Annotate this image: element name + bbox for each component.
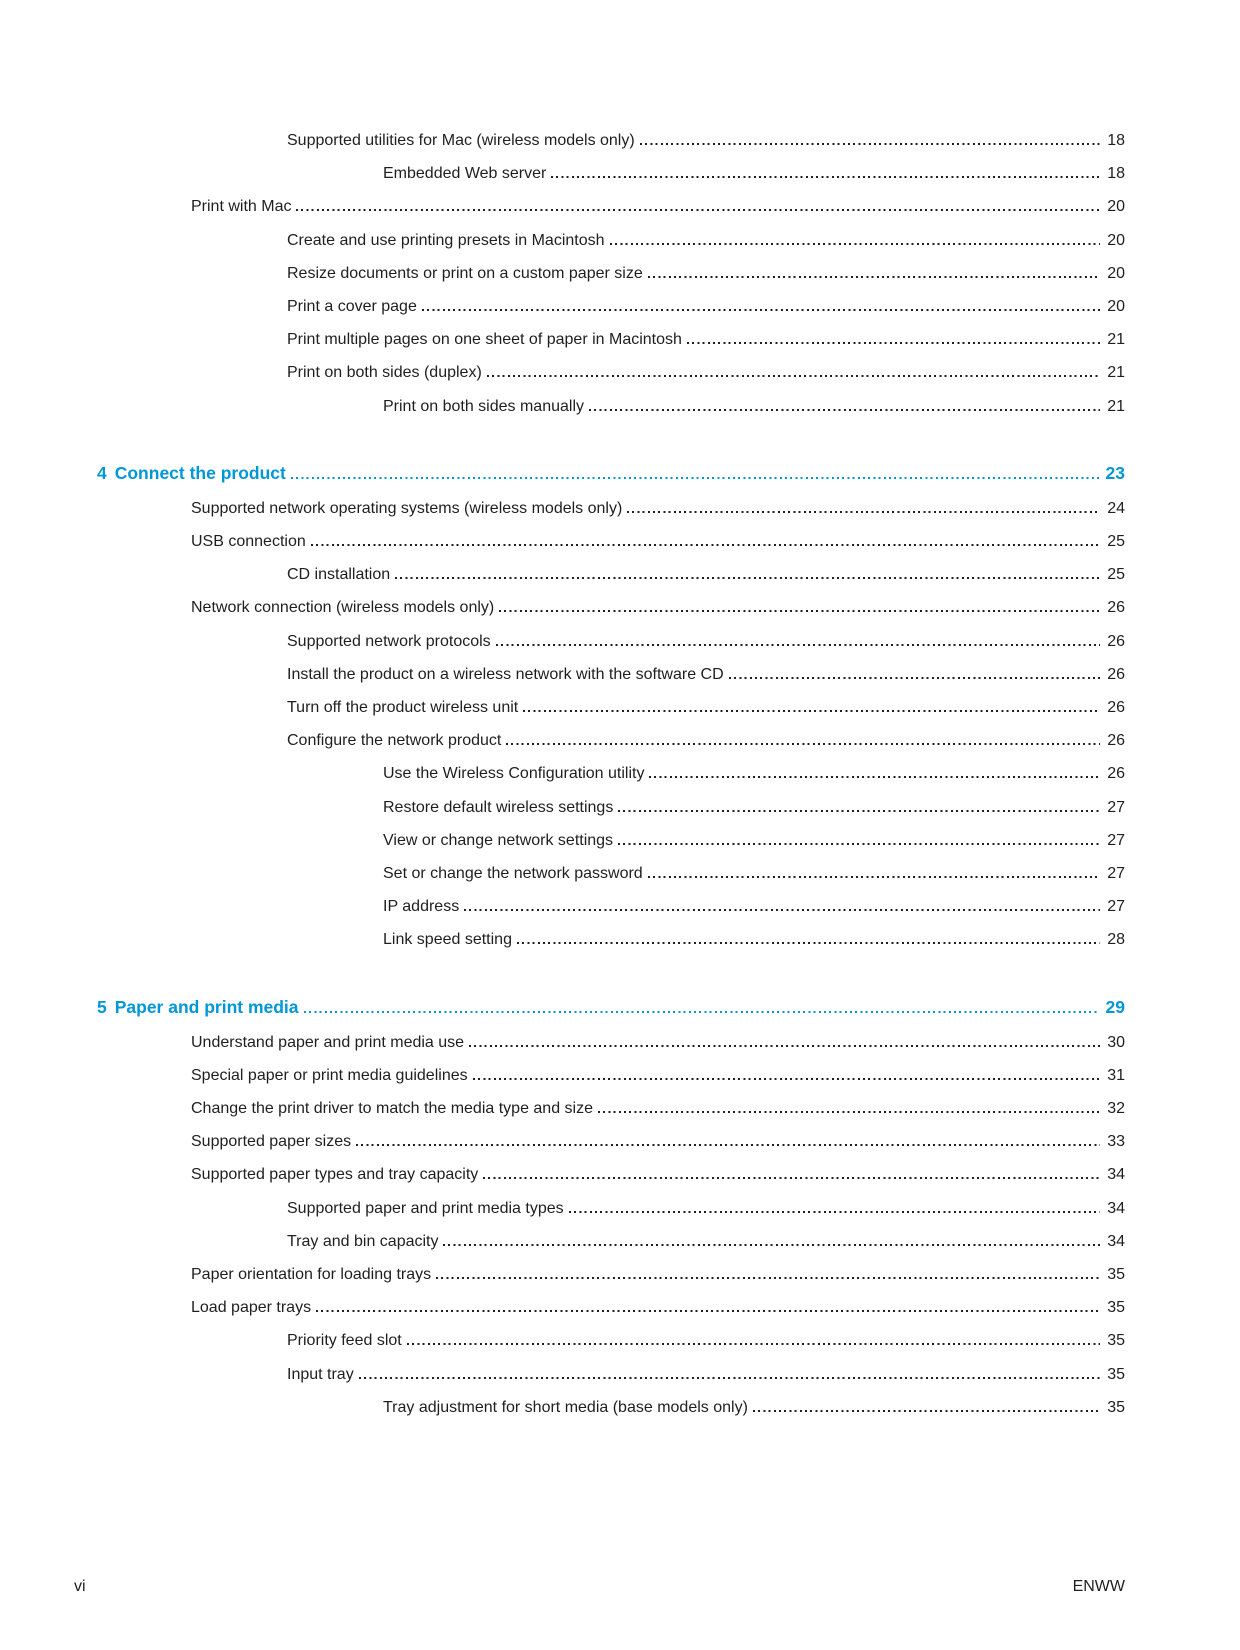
toc-page-number: 24: [1107, 499, 1125, 517]
toc-entry-row[interactable]: [97, 492, 1125, 525]
toc-entry-label: CD installation: [287, 566, 391, 584]
toc-entry-row[interactable]: [97, 923, 1125, 956]
dot-leader: [687, 342, 1100, 344]
toc-entry-row[interactable]: [97, 1291, 1125, 1324]
toc-page-number: 21: [1107, 397, 1125, 415]
dot-leader: [589, 409, 1100, 411]
toc-entry-label: Resize documents or print on a custom paper size: [287, 264, 643, 282]
toc-page-number: 27: [1107, 831, 1125, 849]
dot-leader: [356, 1144, 1100, 1146]
toc-page-number: 26: [1107, 665, 1125, 683]
dot-leader: [296, 209, 1100, 211]
toc-page-number: 35: [1107, 1365, 1125, 1383]
toc-page-number: 34: [1107, 1166, 1125, 1184]
toc-entry-row[interactable]: [97, 323, 1125, 356]
footer-region-label: ENWW: [1072, 1578, 1125, 1595]
toc-page-number: 20: [1107, 231, 1125, 249]
toc-entry-label: Supported network protocols: [287, 632, 491, 650]
toc-entry-row[interactable]: [97, 1158, 1125, 1191]
dot-leader: [648, 876, 1101, 878]
dot-leader: [483, 1177, 1100, 1179]
toc-entry-label: Tray and bin capacity: [287, 1232, 439, 1250]
toc-entry-label: Print on both sides (duplex): [287, 364, 482, 382]
toc-entry-row[interactable]: [97, 1358, 1125, 1391]
dot-leader: [753, 1410, 1100, 1412]
dot-leader: [627, 511, 1100, 513]
toc-page-number: 26: [1107, 765, 1125, 783]
toc-page-number: 34: [1107, 1199, 1125, 1217]
table-of-contents: [97, 124, 1125, 1424]
dot-leader: [523, 710, 1100, 712]
dot-leader: [291, 477, 1099, 479]
dot-leader: [551, 176, 1100, 178]
toc-entry-label: Tray adjustment for short media (base models only): [383, 1398, 748, 1416]
toc-page-number: 27: [1107, 798, 1125, 816]
toc-entry-row[interactable]: [97, 658, 1125, 691]
toc-entry-label: Supported network operating systems (wireless models only): [191, 499, 623, 517]
toc-page-number: 21: [1107, 331, 1125, 349]
toc-entry-row[interactable]: [97, 1225, 1125, 1258]
dot-leader: [496, 644, 1101, 646]
toc-entry-row[interactable]: [97, 157, 1125, 190]
dot-leader: [464, 909, 1100, 911]
toc-entry-label: Turn off the product wireless unit: [287, 699, 519, 716]
toc-page-number: 23: [1105, 462, 1125, 483]
toc-page-number: 35: [1107, 1299, 1125, 1317]
dot-leader: [598, 1111, 1100, 1113]
dot-leader: [499, 610, 1100, 612]
toc-chapter-number: 5: [97, 996, 107, 1017]
toc-entry-row[interactable]: [97, 724, 1125, 757]
toc-entry-row[interactable]: [97, 356, 1125, 389]
toc-entry-label: Link speed setting: [383, 931, 512, 949]
dot-leader: [618, 810, 1100, 812]
dot-leader: [640, 143, 1101, 145]
toc-page-number: 20: [1107, 198, 1125, 216]
toc-entry-label: Print a cover page: [287, 297, 417, 315]
toc-page-number: 18: [1107, 165, 1125, 183]
page-footer: [74, 1577, 1125, 1597]
toc-entry-row[interactable]: [97, 558, 1125, 591]
toc-entry-label: Priority feed slot: [287, 1332, 402, 1350]
toc-entry-row[interactable]: [97, 857, 1125, 890]
toc-entry-row[interactable]: [97, 290, 1125, 323]
dot-leader: [610, 243, 1101, 245]
toc-page-number: 18: [1107, 132, 1125, 149]
toc-page-number: 26: [1107, 599, 1125, 617]
toc-page-number: 26: [1107, 732, 1125, 750]
toc-entry-label: Supported paper and print media types: [287, 1199, 564, 1217]
dot-leader: [569, 1211, 1101, 1213]
toc-entry-label: Install the product on a wireless network with the software CD: [287, 665, 724, 683]
toc-entry-row[interactable]: [97, 691, 1125, 724]
footer-page-label: vi: [74, 1578, 86, 1595]
toc-entry-label: Print with Mac: [191, 198, 292, 216]
toc-entry-row[interactable]: [97, 1258, 1125, 1291]
toc-entry-label: Paper orientation for loading trays: [191, 1266, 432, 1283]
dot-leader: [648, 276, 1100, 278]
toc-page-number: 35: [1107, 1398, 1125, 1416]
toc-entry-row[interactable]: [97, 1059, 1125, 1092]
toc-entry-row[interactable]: [97, 257, 1125, 290]
toc-entry-row[interactable]: [97, 124, 1125, 157]
toc-page-number: 25: [1107, 566, 1125, 584]
toc-page-number: 20: [1107, 297, 1125, 315]
toc-entry-label: Change the print driver to match the media type and size: [191, 1100, 593, 1118]
toc-page-number: 34: [1107, 1232, 1125, 1250]
toc-entry-row[interactable]: [97, 791, 1125, 824]
toc-page-number: 28: [1107, 931, 1125, 949]
toc-page-number: 21: [1107, 364, 1125, 382]
dot-leader: [359, 1377, 1101, 1379]
dot-leader: [304, 1011, 1099, 1013]
toc-entry-row[interactable]: [97, 1391, 1125, 1424]
toc-page-number: 35: [1107, 1266, 1125, 1283]
toc-page-number: 26: [1107, 699, 1125, 716]
toc-entry-label: Configure the network product: [287, 732, 502, 750]
toc-chapter-number: 4: [97, 462, 107, 483]
toc-page-number: 31: [1107, 1066, 1125, 1084]
dot-leader: [443, 1244, 1100, 1246]
toc-entry-label: IP address: [383, 898, 460, 916]
dot-leader: [649, 776, 1100, 778]
toc-entry-row[interactable]: [97, 757, 1125, 790]
toc-entry-label: Understand paper and print media use: [191, 1033, 465, 1051]
dot-leader: [517, 942, 1100, 944]
dot-leader: [729, 677, 1101, 679]
toc-entry-row[interactable]: [97, 890, 1125, 923]
toc-entry-label: Set or change the network password: [383, 864, 643, 882]
toc-entry-label: Embedded Web server: [383, 165, 547, 183]
toc-entry-label: Special paper or print media guidelines: [191, 1066, 468, 1084]
toc-entry-label: Restore default wireless settings: [383, 798, 614, 816]
dot-leader: [407, 1343, 1100, 1345]
toc-page-number: 32: [1107, 1100, 1125, 1118]
toc-entry-row[interactable]: [97, 190, 1125, 223]
toc-page-number: 26: [1107, 632, 1125, 650]
toc-entry-row[interactable]: [97, 591, 1125, 624]
toc-entry-row[interactable]: [97, 1092, 1125, 1125]
toc-entry-row[interactable]: [97, 1192, 1125, 1225]
toc-page-number: 20: [1107, 264, 1125, 282]
toc-page-number: 33: [1107, 1133, 1125, 1151]
toc-entry-label: Network connection (wireless models only): [191, 599, 495, 617]
toc-entry-row[interactable]: [97, 1324, 1125, 1357]
toc-entry-row[interactable]: [97, 625, 1125, 658]
toc-page-number: 35: [1107, 1332, 1125, 1350]
dot-leader: [395, 577, 1100, 579]
toc-page-number: 30: [1107, 1033, 1125, 1051]
toc-page-number: 27: [1107, 898, 1125, 916]
toc-entry-row[interactable]: [97, 390, 1125, 423]
toc-entry-label: Print multiple pages on one sheet of paper in Macintosh: [287, 331, 682, 349]
dot-leader: [506, 743, 1100, 745]
toc-entry-row[interactable]: [97, 525, 1125, 558]
toc-entry-label: Create and use printing presets in Macintosh: [287, 231, 605, 249]
dot-leader: [473, 1078, 1101, 1080]
dot-leader: [469, 1045, 1100, 1047]
toc-entry-label: Supported paper sizes: [191, 1133, 352, 1151]
toc-entry-label: View or change network settings: [383, 831, 614, 849]
dot-leader: [618, 843, 1100, 845]
toc-entry-label: Load paper trays: [191, 1299, 312, 1317]
toc-entry-row[interactable]: [97, 1125, 1125, 1158]
toc-entry-label: Supported utilities for Mac (wireless models only): [287, 132, 635, 149]
toc-entry-row[interactable]: [97, 1026, 1125, 1059]
toc-page-number: 29: [1105, 996, 1125, 1017]
toc-entry-label: Print on both sides manually: [383, 397, 584, 415]
toc-entry-row[interactable]: [97, 824, 1125, 857]
dot-leader: [316, 1310, 1100, 1312]
toc-chapter-title: Paper and print media: [114, 996, 299, 1017]
toc-chapter-row[interactable]: [97, 991, 1125, 1024]
toc-entry-label: Supported paper types and tray capacity: [191, 1166, 479, 1184]
toc-page-number: 25: [1107, 533, 1125, 551]
toc-entry-row[interactable]: [97, 224, 1125, 257]
toc-entry-label: Use the Wireless Configuration utility: [383, 765, 645, 783]
toc-chapter-row[interactable]: [97, 457, 1125, 490]
toc-page-number: 27: [1107, 864, 1125, 882]
toc-entry-label: Input tray: [287, 1365, 354, 1383]
toc-chapter-title: Connect the product: [114, 462, 286, 483]
dot-leader: [487, 375, 1100, 377]
dot-leader: [436, 1277, 1100, 1279]
dot-leader: [422, 309, 1100, 311]
dot-leader: [311, 544, 1100, 546]
toc-entry-label: USB connection: [191, 533, 306, 551]
